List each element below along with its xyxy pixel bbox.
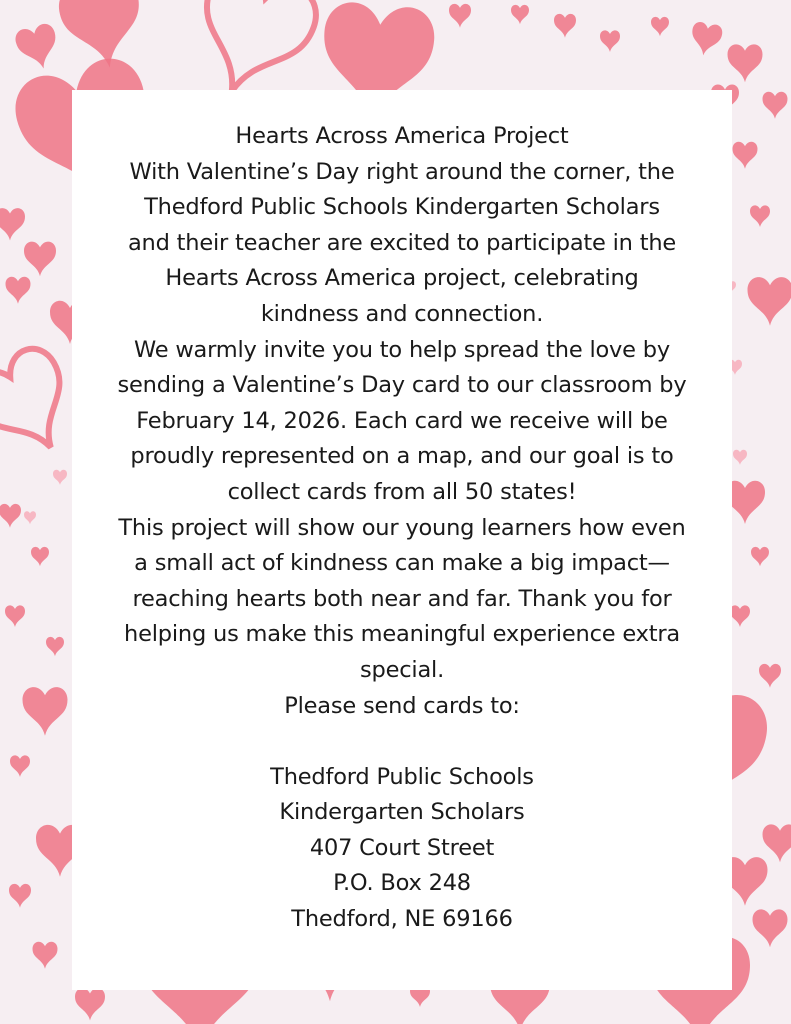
- heart-icon: [31, 547, 49, 566]
- flyer-line: [72, 724, 732, 760]
- flyer-line: proudly represented on a map, and our goal is to: [130, 443, 674, 470]
- heart-icon: [728, 44, 763, 82]
- flyer-line: helping us make this meaningful experience extra: [124, 621, 680, 648]
- heart-icon: [33, 942, 58, 969]
- flyer-line: a small act of kindness can make a big impact—: [134, 550, 670, 577]
- flyer-line: This project will show our young learners how even: [118, 514, 686, 541]
- heart-icon: [753, 909, 788, 947]
- heart-icon: [600, 30, 620, 52]
- flyer-line: We warmly invite you to help spread the love by: [134, 336, 670, 363]
- heart-icon: [751, 547, 769, 566]
- heart-icon: [759, 664, 781, 688]
- flyer-line: 407 Court Street: [309, 834, 495, 861]
- flyer-text: [72, 119, 732, 938]
- heart-icon: [9, 884, 31, 908]
- flyer-line: kindness and connection.: [260, 300, 544, 327]
- flyer-line: and their teacher are excited to participate in the: [127, 229, 677, 256]
- heart-icon: [0, 208, 25, 240]
- flyer-line: Please send cards to:: [284, 692, 520, 719]
- flyer-line: Thedford, NE 69166: [291, 906, 513, 933]
- flyer-line: special.: [359, 656, 445, 683]
- heart-icon: [5, 605, 25, 627]
- heart-icon: [23, 687, 68, 736]
- heart-icon: [651, 17, 669, 36]
- flyer-line: P.O. Box 248: [333, 870, 471, 897]
- heart-icon: [748, 277, 791, 326]
- heart-icon: [10, 755, 30, 777]
- heart-icon: [449, 4, 471, 28]
- flyer-line: Hearts Across America project, celebrating: [165, 265, 639, 292]
- heart-icon: [46, 637, 64, 656]
- heart-icon: [24, 242, 56, 277]
- heart-icon: [6, 277, 31, 304]
- flyer-line: Kindergarten Scholars: [279, 799, 525, 826]
- flyer-line: collect cards from all 50 states!: [227, 478, 577, 505]
- flyer-line: Thedford Public Schools: [270, 763, 534, 790]
- flyer-line: With Valentine’s Day right around the corner, the: [129, 158, 675, 185]
- heart-icon: [688, 21, 723, 58]
- flyer-line: sending a Valentine’s Day card to our classroom by: [117, 372, 687, 399]
- heart-icon: [750, 205, 770, 227]
- heart-icon: [13, 22, 63, 74]
- heart-icon: [554, 14, 576, 38]
- heart-icon: [763, 824, 791, 862]
- heart-icon: [24, 511, 36, 524]
- heart-icon: [0, 504, 21, 528]
- flyer-line: Thedford Public Schools Kindergarten Scholars: [144, 194, 660, 221]
- heart-icon: [53, 470, 67, 485]
- heart-icon: [763, 92, 788, 119]
- heart-icon: [733, 142, 758, 169]
- heart-icon: [730, 605, 750, 627]
- flyer-line: reaching hearts both near and far. Thank you for: [132, 585, 672, 612]
- flyer-title: Hearts Across America Project: [235, 123, 569, 149]
- flyer-line: February 14, 2026. Each card we receive will be: [136, 407, 668, 434]
- heart-icon: [511, 5, 529, 24]
- heart-icon: [75, 988, 105, 1020]
- heart-icon: [733, 450, 747, 465]
